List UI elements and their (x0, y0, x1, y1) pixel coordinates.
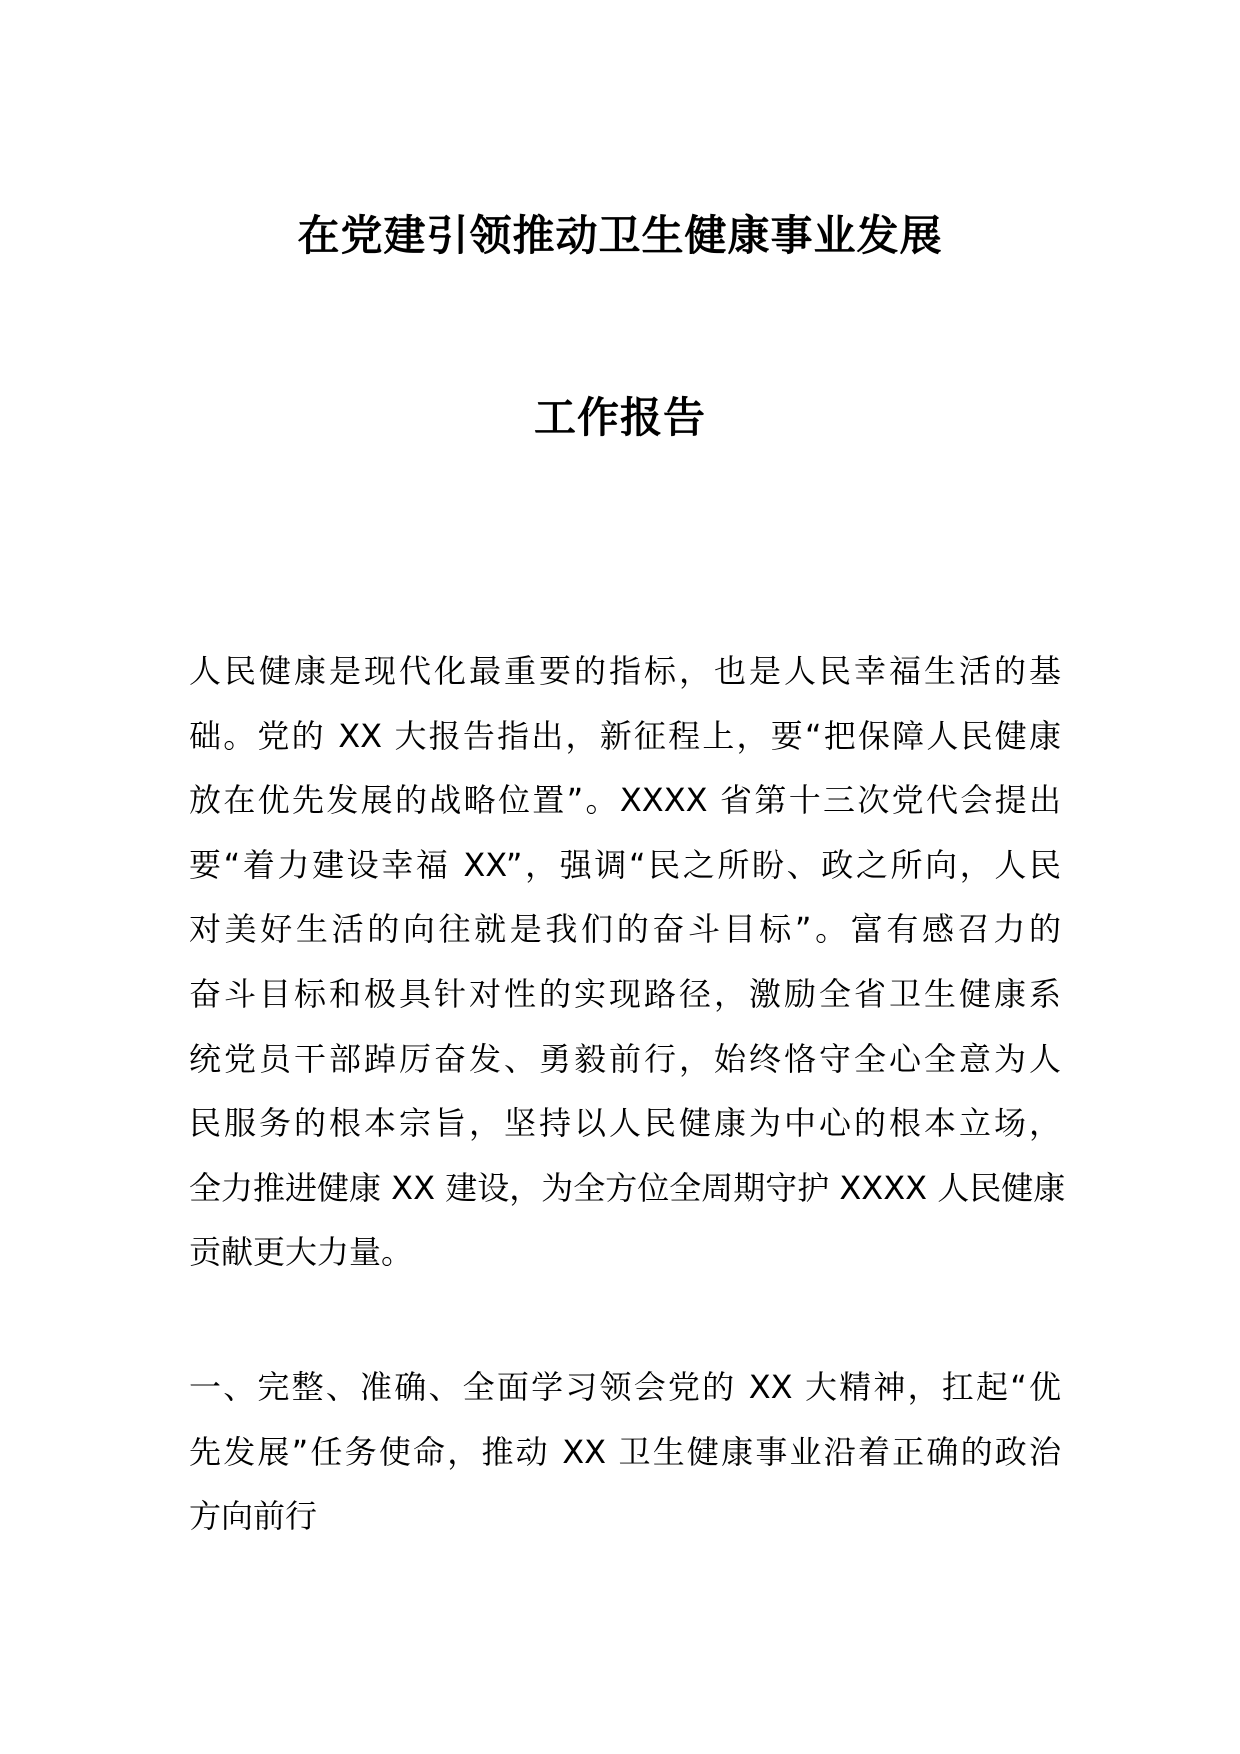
section-heading-line: 一、完整、准确、全面学习领会党的 XX 大精神，扛起“优 (189, 1368, 1061, 1406)
document-title-line-2: 工作报告 (533, 393, 706, 442)
paragraph-line: 民服务的根本宗旨，坚持以人民健康为中心的根本立场， (189, 1104, 1061, 1143)
paragraph-line: 础。党的 XX 大报告指出，新征程上，要“把保障人民健康 (189, 716, 1061, 755)
paragraph-line: 贡献更大力量。 (189, 1233, 414, 1272)
paragraph-line: 全力推进健康 XX 建设，为全方位全周期守护 XXXX 人民健康 (189, 1168, 1066, 1207)
intro-paragraph (189, 639, 1066, 1285)
paragraph-line: 统党员干部踔厉奋发、勇毅前行，始终恪守全心全意为人 (189, 1039, 1061, 1078)
section-heading-line: 先发展”任务使命，推动 XX 卫生健康事业沿着正确的政治 (189, 1432, 1061, 1471)
paragraph-line: 放在优先发展的战略位置”。XXXX 省第十三次党代会提出 (189, 781, 1061, 820)
section-heading-line: 方向前行 (189, 1497, 318, 1536)
section-heading (189, 1355, 1061, 1549)
paragraph-line: 要“着力建设幸福 XX”，强调“民之所盼、政之所向，人民 (189, 845, 1061, 884)
document-title-line-1: 在党建引领推动卫生健康事业发展 (297, 211, 943, 260)
paragraph-line: 人民健康是现代化最重要的指标，也是人民幸福生活的基 (189, 652, 1061, 690)
paragraph-line: 奋斗目标和极具针对性的实现路径，激励全省卫生健康系 (189, 974, 1061, 1013)
paragraph-line: 对美好生活的向往就是我们的奋斗目标”。富有感召力的 (189, 910, 1061, 949)
